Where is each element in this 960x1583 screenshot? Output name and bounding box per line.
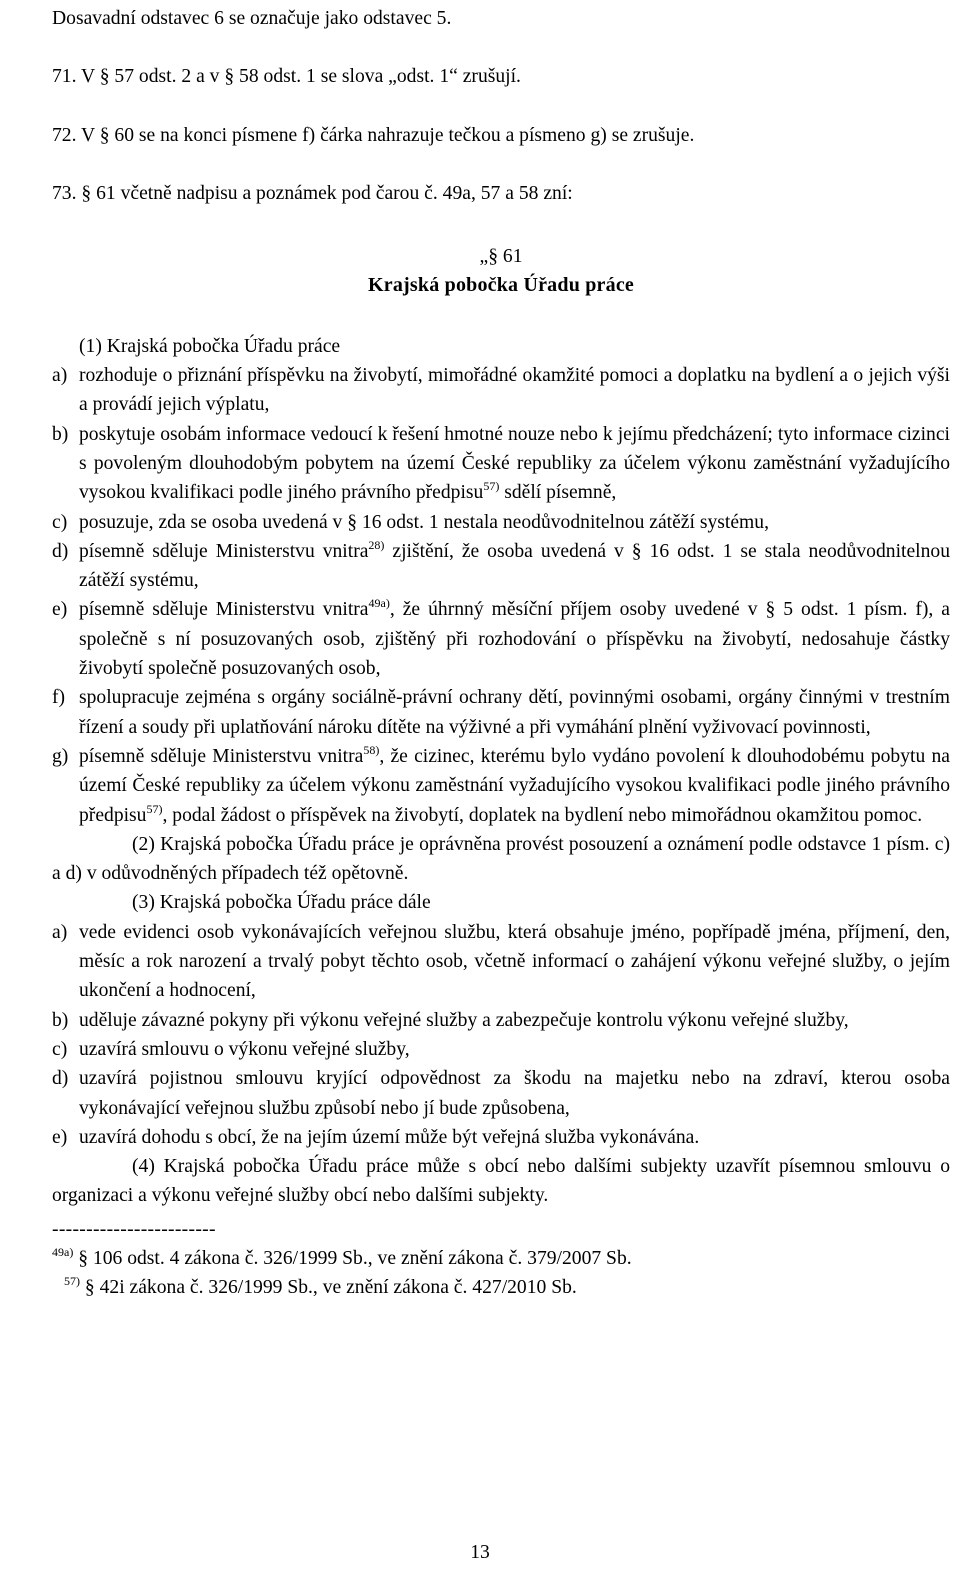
paragraph-4: (4) Krajská pobočka Úřadu práce může s obcí nebo dalšími subjekty uzavřít písemnou smlouvu o organizaci a výkonu veřejné služby obcí nebo dalšími subjekty. — [52, 1156, 950, 1207]
list-item: b) poskytuje osobám informace vedoucí k řešení hmotné nouze nebo k jejímu předcházení; tyto informace cizinci s povoleným dlouhodobým pobytem na území České republiky za účelem výkonu zaměstnání vyžadujícího vysokou kvalifikaci podle jiného právního předpisu$^{57)}$ sdělí písemně, — [52, 423, 950, 504]
list-item: c) posuzuje, zda se osoba uvedená v § 16 odst. 1 nestala neodůvodnitelnou zátěží systému, — [52, 511, 769, 533]
footnote-separator: ------------------------ — [52, 1218, 216, 1240]
list-item: d) písemně sděluje Ministerstvu vnitra$^{28)}$ zjištění, že osoba uvedená v § 16 odst. 1 se stala neodůvodnitelnou zátěží systému, — [52, 537, 950, 592]
footnote-mark: 49a) — [52, 1244, 74, 1259]
amendment-line: 72. V § 60 se na konci písmene f) čárka nahrazuje tečkou a písmeno g) se zrušuje. — [52, 124, 695, 146]
amendment-line: 71. V § 57 odst. 2 a v § 58 odst. 1 se slova „odst. 1“ zrušují. — [52, 66, 521, 88]
footnote-ref: 58) — [363, 742, 380, 757]
paragraph-3-intro: (3) Krajská pobočka Úřadu práce dále — [132, 892, 431, 914]
paragraph-2: (2) Krajská pobočka Úřadu práce je oprávněna provést posouzení a oznámení podle odstavce 1 písm. c) a d) v odůvodněných případech též opětovně. — [52, 833, 950, 885]
list-item: a) vede evidenci osob vykonávajících veřejnou službu, která obsahuje jméno, popřípadě jména, příjmení, den, měsíc a rok narození a trvalý pobyt těchto osob, včetně informací o zahájení výkonu veřejné služby, o jejím ukončení a hodnocení, — [52, 921, 950, 1002]
footnote-ref: 49a) — [368, 596, 390, 611]
footnote: $^{49a)}$ § 106 odst. 4 zákona č. 326/1999 Sb., ve znění zákona č. 379/2007 Sb. — [52, 1244, 632, 1269]
list-item: e) písemně sděluje Ministerstvu vnitra$^{49a)}$, že úhrnný měsíční příjem osoby uvedené v § 5 odst. 1 písm. f), a společně s ní posuzovaných osob, zjištěný při rozhodování o příspěvku na živobytí, nedosahuje částky živobytí společně posuzovaných osob, — [52, 596, 950, 680]
list-item: a) rozhoduje o přiznání příspěvku na živobytí, mimořádné okamžité pomoci a doplatku na bydlení a o jejich výši a provádí jejich výplatu, — [52, 365, 950, 416]
footnote-mark: 57) — [64, 1274, 80, 1289]
amendment-line: 73. § 61 včetně nadpisu a poznámek pod čarou č. 49a, 57 a 58 zní: — [52, 182, 573, 204]
section-title: Krajská pobočka Úřadu práce — [368, 274, 634, 297]
section-number: „§ 61 — [479, 246, 523, 268]
list-item: f) spolupracuje zejména s orgány sociálně-právní ochrany dětí, povinnými osobami, orgány činnými v trestním řízení a soudy při uplatňování nároku dítěte na výživné a při vymáhání plnění vyživovací povinnosti, — [52, 687, 950, 738]
footnote-ref: 57) — [483, 479, 500, 494]
footnote: $^{57)}$ § 42i zákona č. 326/1999 Sb., ve znění zákona č. 427/2010 Sb. — [64, 1274, 577, 1299]
list-item: e) uzavírá dohodu s obcí, že na jejím území může být veřejná služba vykonávána. — [52, 1126, 700, 1148]
list-item: g) písemně sděluje Ministerstvu vnitra$^{58)}$, že cizinec, kterému bylo vydáno povolení k dlouhodobému pobytu na území České republiky za účelem výkonu zaměstnání vyžadujícího vysokou kvalifikaci podle jiného právního předpisu$^{57)}$, podal žádost o příspěvek na živobytí, doplatek na bydlení nebo mimořádnou okamžitou pomoc. — [52, 742, 950, 826]
list-item: b) uděluje závazné pokyny při výkonu veřejné služby a zabezpečuje kontrolu výkonu veřejné služby, — [52, 1009, 849, 1031]
amendment-line: Dosavadní odstavec 6 se označuje jako odstavec 5. — [52, 8, 452, 29]
page-number: 13 — [470, 1542, 490, 1563]
list-item: c) uzavírá smlouvu o výkonu veřejné služby, — [52, 1038, 410, 1060]
list-item: d) uzavírá pojistnou smlouvu kryjící odpovědnost za škodu na majetku nebo na zdraví, kterou osoba vykonávající veřejnou službu způsobí nebo jí bude způsobena, — [52, 1068, 950, 1119]
footnote-ref: 28) — [368, 537, 385, 552]
footnote-ref: 57) — [146, 801, 163, 816]
paragraph-1-intro: (1) Krajská pobočka Úřadu práce — [79, 335, 341, 357]
